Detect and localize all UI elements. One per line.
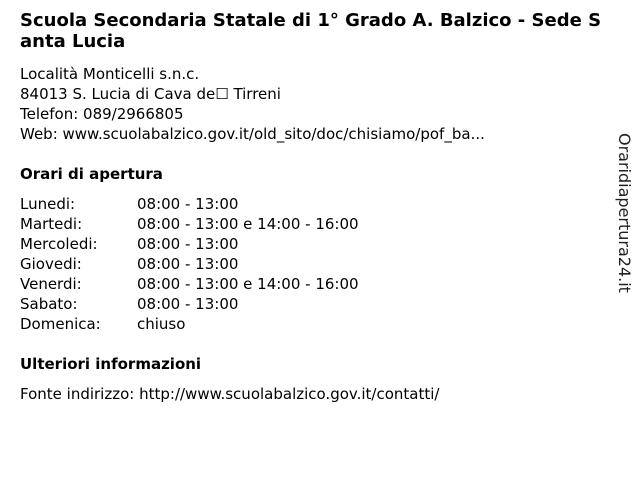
- phone-number[interactable]: Telefon: 089/2966805: [20, 105, 184, 123]
- website-link[interactable]: Web: www.scuolabalzico.gov.it/old_sito/doc/chisiamo/pof_ba...: [20, 125, 485, 143]
- day-label: Giovedi:: [20, 255, 82, 273]
- site-watermark: Oraridiapertura24.it: [615, 133, 634, 293]
- more-info-heading: Ulteriori informazioni: [20, 355, 202, 373]
- day-hours: 08:00 - 13:00: [137, 235, 239, 253]
- day-hours: chiuso: [137, 315, 186, 333]
- day-label: Domenica:: [20, 315, 101, 333]
- day-hours: 08:00 - 13:00: [137, 255, 239, 273]
- day-hours: 08:00 - 13:00: [137, 195, 239, 213]
- day-hours: 08:00 - 13:00 e 14:00 - 16:00: [137, 215, 359, 233]
- day-label: Lunedi:: [20, 195, 76, 213]
- address-line2: 84013 S. Lucia di Cava de☐ Tirreni: [20, 85, 281, 103]
- page-title: Scuola Secondaria Statale di 1° Grado A. Balzico - Sede Santa Lucia: [20, 10, 602, 52]
- opening-hours-table: [20, 194, 359, 334]
- hours-row: [20, 274, 359, 294]
- hours-row: [20, 214, 359, 234]
- day-label: Sabato:: [20, 295, 78, 313]
- hours-row: [20, 194, 359, 214]
- hours-row: [20, 234, 359, 254]
- day-label: Martedi:: [20, 215, 83, 233]
- opening-hours-heading: Orari di apertura: [20, 165, 163, 183]
- hours-row: [20, 294, 359, 314]
- hours-row: [20, 254, 359, 274]
- day-hours: 08:00 - 13:00 e 14:00 - 16:00: [137, 275, 359, 293]
- hours-row: [20, 314, 359, 334]
- address-line1: Località Monticelli s.n.c.: [20, 65, 200, 83]
- day-label: Venerdi:: [20, 275, 82, 293]
- source-link[interactable]: Fonte indirizzo: http://www.scuolabalzico.gov.it/contatti/: [20, 385, 440, 403]
- day-hours: 08:00 - 13:00: [137, 295, 239, 313]
- address-block: [20, 64, 485, 144]
- day-label: Mercoledi:: [20, 235, 98, 253]
